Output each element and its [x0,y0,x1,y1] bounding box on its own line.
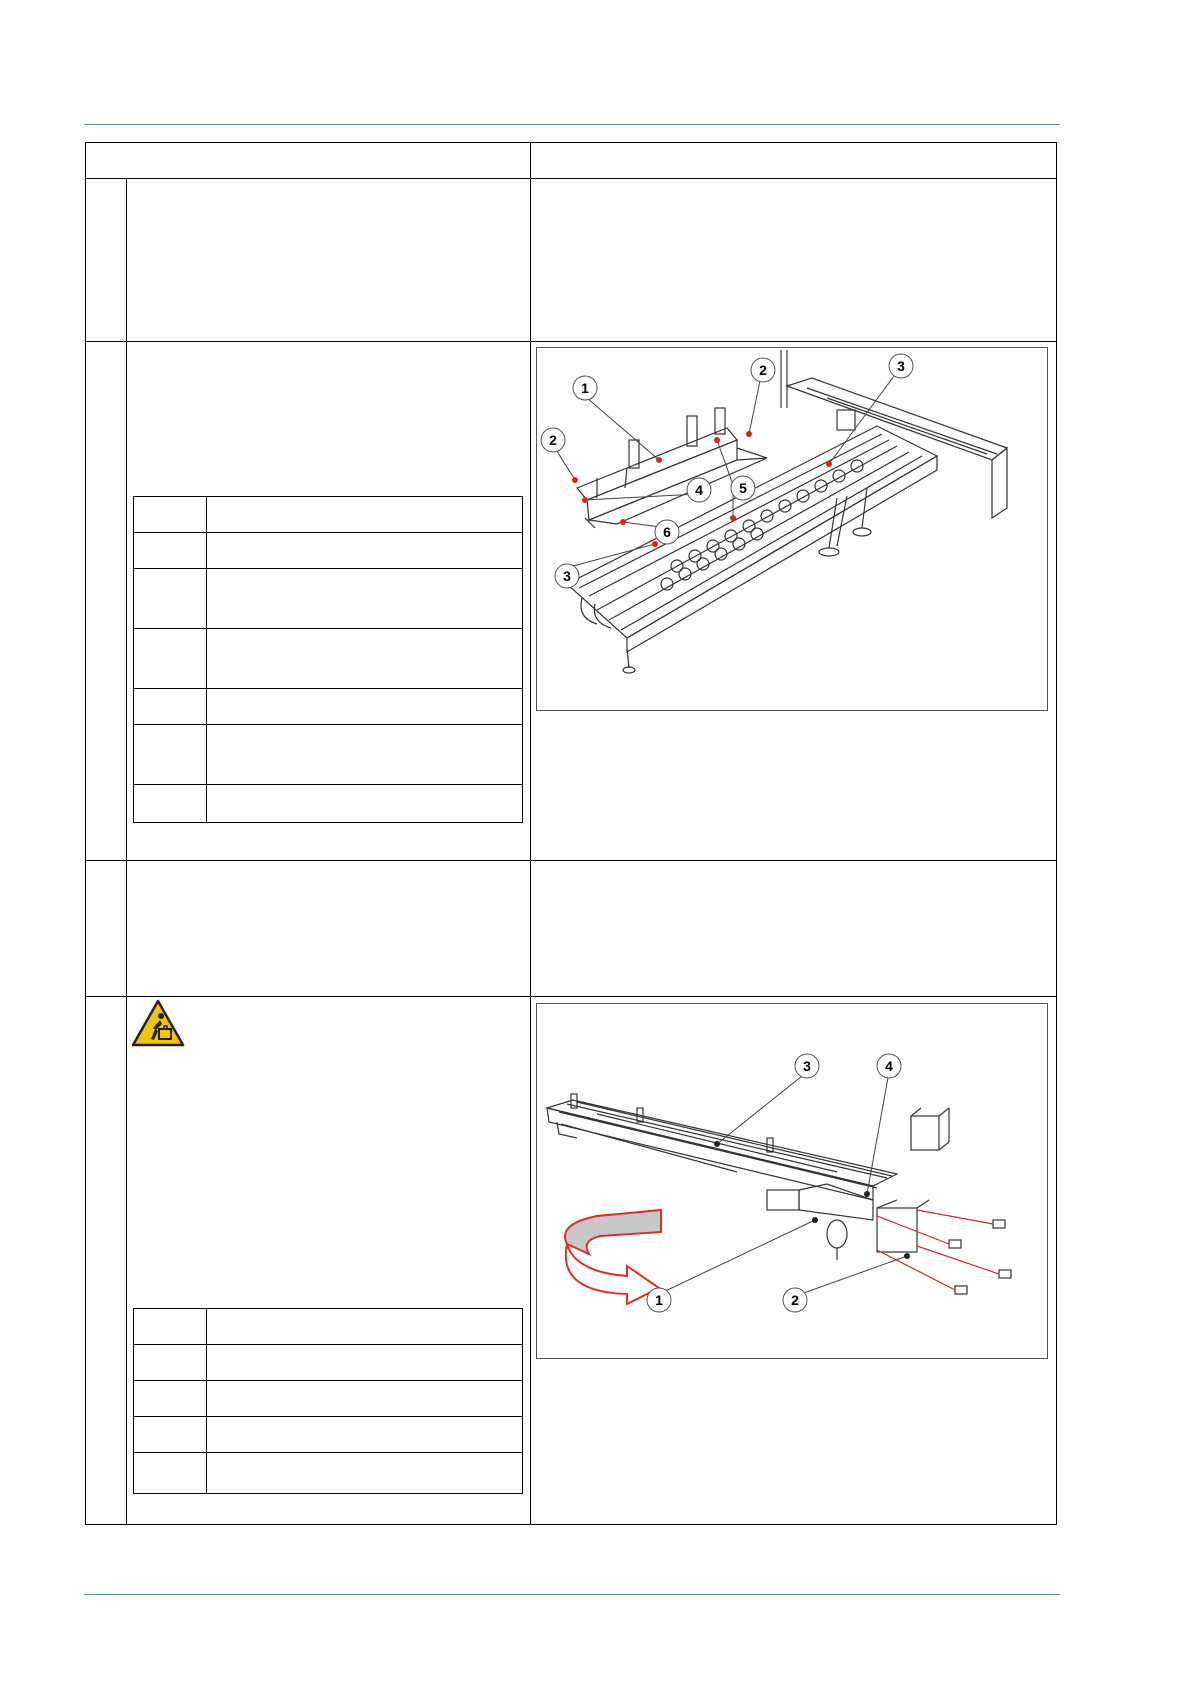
table-row [134,497,522,533]
step-number-column-divider [126,178,127,1525]
table-row [134,1381,522,1417]
callout-label: 3 [803,1058,811,1074]
table-row [134,629,522,689]
table-row [134,1453,522,1495]
header-rule [84,124,1060,125]
callout-label: 2 [791,1292,799,1308]
row-divider-1 [85,341,1057,342]
callout-label: 2 [549,432,557,448]
callout-label: 3 [897,358,905,374]
table-header-divider [85,178,1057,179]
callout-label: 3 [563,568,571,584]
table-column-divider [530,142,531,1525]
rotate-arrow-icon [565,1210,661,1304]
table-row [134,689,522,725]
callout-label: 2 [759,362,767,378]
footer-rule [84,1594,1060,1595]
callout-label: 5 [739,480,747,496]
callout-label: 4 [695,482,703,498]
table-row [134,533,522,569]
conveyor-end-assembly-figure [536,1003,1048,1359]
table-row [134,785,522,824]
table-row [134,1417,522,1453]
legend-table-1 [133,496,523,823]
heavy-lift-warning-icon [131,999,185,1047]
table-row [134,569,522,629]
table-row [134,1309,522,1345]
callout-label: 4 [885,1058,893,1074]
callout-label: 1 [581,380,589,396]
row-divider-3 [85,996,1057,997]
table-row [134,1345,522,1381]
callout-label: 6 [663,524,671,540]
callout-label: 1 [655,1292,663,1308]
row-divider-2 [85,860,1057,861]
table-row [134,725,522,785]
legend-table-2 [133,1308,523,1494]
conveyor-frame-figure [536,347,1048,711]
